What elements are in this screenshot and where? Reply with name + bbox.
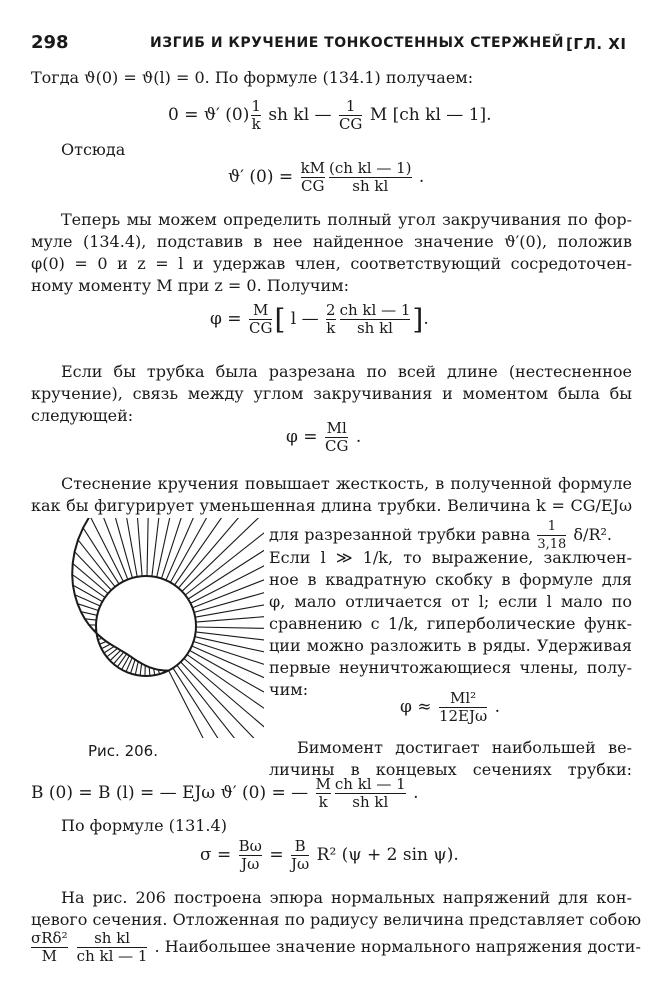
stress-ordinate-line bbox=[187, 655, 264, 738]
text-line: Стеснение кручения повышает жесткость, в полученной формуле bbox=[61, 474, 632, 493]
stress-ordinate-line bbox=[114, 652, 124, 664]
stress-ordinate-line bbox=[101, 644, 110, 649]
stress-ordinate-line bbox=[182, 518, 264, 591]
stress-diagram-figure bbox=[28, 518, 264, 738]
text-line: Отсюда bbox=[61, 140, 126, 159]
stress-ordinate-line bbox=[147, 518, 149, 576]
text-line: По формуле (131.4) bbox=[61, 816, 227, 835]
stress-ordinate-line bbox=[177, 665, 264, 738]
text-line: чим: bbox=[269, 680, 309, 699]
stress-ordinate-line bbox=[195, 637, 264, 672]
equation-2: ϑ′ (0) = $\frac{kM}{CG}$ $\frac{\text{(ch kl — 1)}}{\text{sh kl}}$ . bbox=[228, 159, 425, 195]
stress-ordinate-lines bbox=[72, 518, 264, 738]
stress-ordinate-line bbox=[75, 552, 112, 590]
text-line: Если бы трубка была разрезана по всей длине (нестесненное bbox=[61, 362, 632, 381]
running-title: ИЗГИБ И КРУЧЕНИЕ ТОНКОСТЕННЫХ СТЕРЖНЕЙ bbox=[150, 35, 564, 51]
text-line: цевого сечения. Отложенная по радиусу величина представляет собою bbox=[31, 910, 641, 929]
stress-ordinate-line bbox=[170, 518, 236, 582]
stress-ordinate-line bbox=[117, 654, 126, 667]
stress-ordinate-line bbox=[78, 540, 115, 587]
chapter-label: [ГЛ. XI bbox=[566, 35, 627, 53]
stress-ordinate-line bbox=[196, 627, 264, 630]
stress-ordinate-line bbox=[166, 518, 218, 580]
page-number: 298 bbox=[31, 32, 69, 53]
text-line: σRδ² M $\frac{\text{sh kl}}{\text{ch kl — 1}}$ . Наибольшее значение нормального напряжения дости- bbox=[31, 929, 641, 965]
text-line: муле (134.4), подставив в нее найденное значение ϑ′(0), положив bbox=[31, 232, 632, 251]
equation-5: φ ≈ Ml² 12EJω . bbox=[400, 689, 501, 725]
text-line: как бы фигурирует уменьшенная длина трубки. Величина k = CG/EJω bbox=[31, 496, 632, 515]
text-line: Бимомент достигает наибольшей ве- bbox=[297, 738, 632, 757]
text-line: личины в концевых сечениях трубки: bbox=[269, 760, 632, 779]
equation-4: φ = $\frac{Ml}{CG}$ . bbox=[286, 419, 362, 455]
equation-7: σ = $\frac{B\omega}{J\omega}$ = $\frac{B}{J\omega}$ R² (ψ + 2 sin ψ). bbox=[200, 837, 459, 873]
stress-ordinate-line bbox=[175, 518, 255, 585]
stress-ordinate-line bbox=[135, 662, 138, 675]
stress-ordinate-line bbox=[73, 585, 103, 602]
equation-1: 0 = ϑ′ (0) $\frac{1}{k}$ sh kl — $\frac{1}{CG}$ M [ch kl — 1]. bbox=[168, 97, 492, 133]
text-line: следующей: bbox=[31, 406, 134, 425]
text-line: кручение), связь между углом закручивания и моментом была бы bbox=[31, 384, 632, 403]
stress-ordinate-line bbox=[184, 659, 264, 739]
stress-ordinate-line bbox=[131, 660, 136, 674]
text-line: На рис. 206 построена эпюра нормальных напряжений для кон- bbox=[61, 888, 632, 907]
text-line: ному моменту M при z = 0. Получим: bbox=[31, 276, 349, 295]
text-line: Тогда ϑ(0) = ϑ(l) = 0. По формуле (134.1) получаем: bbox=[31, 68, 474, 87]
stress-ordinate-line bbox=[99, 518, 128, 579]
tube-cross-section-circle bbox=[96, 576, 196, 676]
equation-3: φ = $\frac{M}{CG}$ [ l — $\frac{2}{k}$ $\frac{\text{ch kl — 1}}{\text{sh kl}}$ ]. bbox=[210, 301, 429, 337]
stress-ordinate-line bbox=[194, 569, 264, 613]
stress-ordinate-line bbox=[191, 532, 264, 603]
figure-caption: Рис. 206. bbox=[88, 742, 158, 760]
text-line: ное в квадратную скобку в формуле для bbox=[269, 570, 632, 589]
text-line: для разрезанной трубки равна $\frac{1}{3,18}$ δ/R². bbox=[269, 519, 612, 552]
text-line: φ(0) = 0 и z = l и удержав член, соответствующий сосредоточен- bbox=[31, 254, 632, 273]
stress-ordinate-line bbox=[140, 664, 142, 676]
stress-ordinate-line bbox=[110, 650, 121, 660]
stress-ordinate-line bbox=[83, 528, 119, 584]
stress-ordinate-line bbox=[185, 518, 264, 595]
text-line: Если l ≫ 1/k, то выражение, заключен- bbox=[269, 548, 632, 567]
text-line: φ, мало отличается от l; если l мало по bbox=[269, 592, 632, 611]
equation-6: B (0) = B (l) = — EJω ϑ′ (0) = — $\frac{M}{k}$ $\frac{\text{ch kl — 1}}{\text{sh kl}}$ . bbox=[31, 775, 419, 811]
stress-ordinate-line bbox=[149, 667, 150, 676]
text-line: первые неуничтожающиеся члены, полу- bbox=[269, 658, 632, 677]
stress-ordinate-line bbox=[196, 632, 264, 651]
text-line: сравнению с 1/k, гиперболические функ- bbox=[269, 614, 632, 633]
text-line: Теперь мы можем определить полный угол закручивания по фор- bbox=[61, 210, 632, 229]
text-line: ции можно разложить в ряды. Удерживая bbox=[269, 636, 632, 655]
